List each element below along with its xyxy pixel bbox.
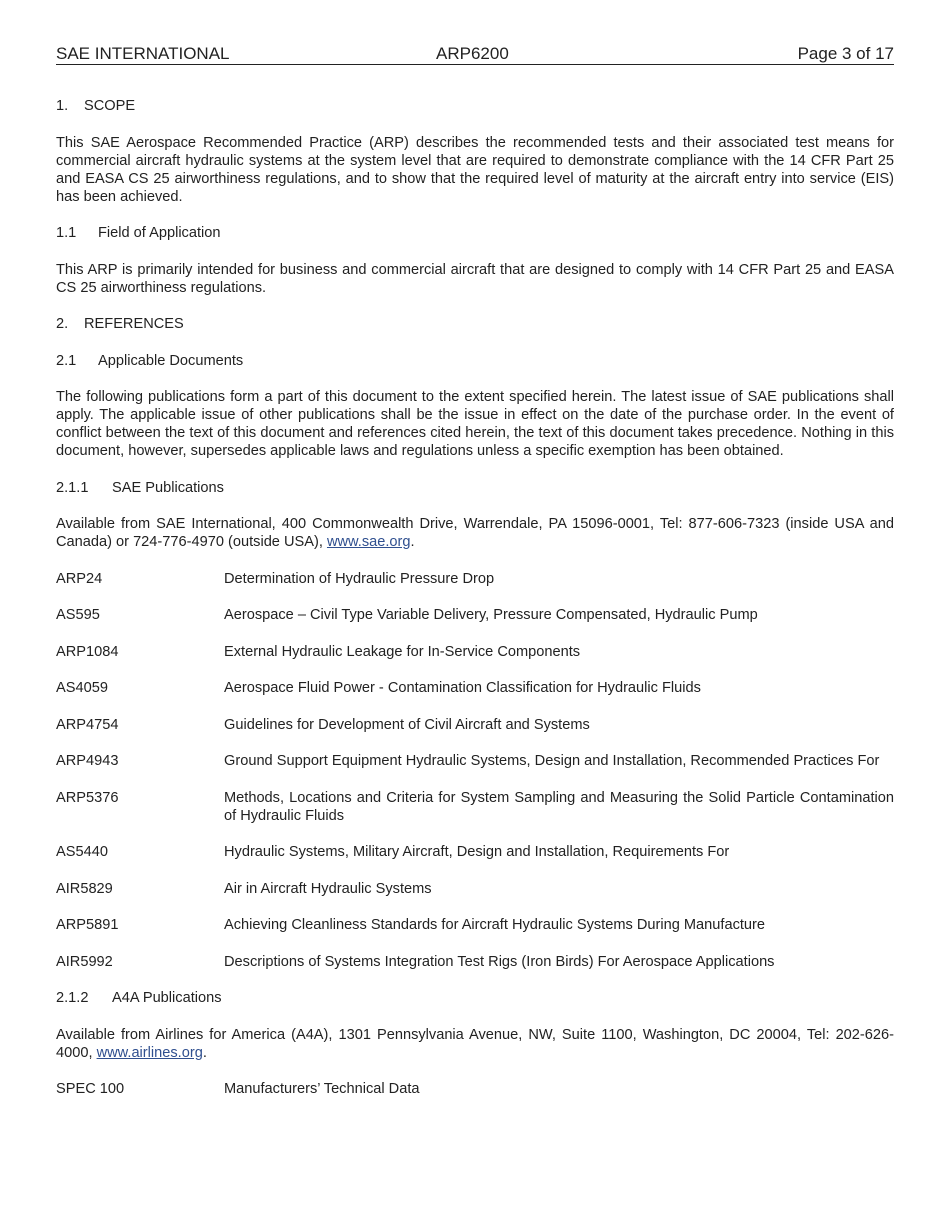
reference-title: Air in Aircraft Hydraulic Systems xyxy=(224,880,432,897)
reference-title: Aerospace Fluid Power - Contamination Classification for Hydraulic Fluids xyxy=(224,680,701,696)
reference-row xyxy=(56,916,894,934)
reference-row xyxy=(56,606,894,624)
reference-code: ARP5376 xyxy=(56,789,119,806)
reference-row xyxy=(56,1080,894,1098)
reference-title: Achieving Cleanliness Standards for Aircraft Hydraulic Systems During Manufacture xyxy=(224,917,766,933)
reference-code: ARP4754 xyxy=(56,716,119,733)
reference-row xyxy=(56,716,894,734)
header-page-number: Page 3 of 17 xyxy=(797,44,894,63)
section-title: Field of Application xyxy=(98,225,221,241)
reference-code: AS4059 xyxy=(56,680,108,696)
reference-title: Descriptions of Systems Integration Test Rigs (Iron Birds) For Aerospace Applications xyxy=(224,953,775,970)
reference-title: Determination of Hydraulic Pressure Drop xyxy=(224,570,495,587)
section-title: A4A Publications xyxy=(112,990,222,1006)
section-title: REFERENCES xyxy=(84,316,184,332)
section-heading-scope xyxy=(56,97,894,115)
section-number: 2.1 xyxy=(56,352,77,369)
reference-code: AS595 xyxy=(56,607,100,623)
reference-code: AIR5992 xyxy=(56,953,113,970)
reference-row xyxy=(56,953,894,971)
section-number: 1.1 xyxy=(56,225,77,241)
reference-row xyxy=(56,643,894,661)
sae-availability-text: Available from SAE International, 400 Commonwealth Drive, Warrendale, PA 15096-0001, Tel: 877-606-7323 (inside USA and Canada) or 724-776-4970 (outside USA), xyxy=(56,516,894,550)
sae-website-link[interactable]: www.sae.org xyxy=(326,534,411,550)
a4a-availability-paragraph: Available from Airlines for America (A4A), 1301 Pennsylvania Avenue, NW, Suite 1100, Washington, DC 20004, Tel: 202-626-4000, www.airlines.org. xyxy=(56,1026,894,1061)
a4a-reference-list xyxy=(56,1080,894,1098)
reference-title: Methods, Locations and Criteria for System Sampling and Measuring the Solid Particle Contamination of Hydraulic Fluids xyxy=(224,789,894,824)
section-heading-references xyxy=(56,315,894,333)
a4a-website-link[interactable]: www.airlines.org xyxy=(96,1044,203,1061)
reference-row xyxy=(56,679,894,697)
reference-title: Aerospace – Civil Type Variable Delivery, Pressure Compensated, Hydraulic Pump xyxy=(224,607,758,623)
header-org: SAE INTERNATIONAL xyxy=(56,44,230,63)
reference-row xyxy=(56,752,894,770)
section-title: SAE Publications xyxy=(112,479,224,496)
reference-row xyxy=(56,789,894,825)
reference-code: ARP1084 xyxy=(56,643,119,660)
field-of-application-paragraph: This ARP is primarily intended for business and commercial aircraft that are designed to comply with 14 CFR Part 25 and EASA CS 25 airworthiness regulations. xyxy=(56,261,894,296)
section-heading-field-of-application xyxy=(56,224,894,242)
reference-code: AIR5829 xyxy=(56,880,113,897)
reference-code: ARP4943 xyxy=(56,753,119,769)
reference-code: AS5440 xyxy=(56,844,108,860)
section-heading-a4a-publications xyxy=(56,989,894,1007)
sae-reference-list xyxy=(56,570,894,971)
reference-title: Guidelines for Development of Civil Aircraft and Systems xyxy=(224,716,590,733)
page-header xyxy=(56,44,894,65)
reference-row xyxy=(56,880,894,898)
reference-code: ARP5891 xyxy=(56,917,119,933)
reference-title: Ground Support Equipment Hydraulic Systems, Design and Installation, Recommended Practices For xyxy=(224,753,880,769)
reference-title: Manufacturers’ Technical Data xyxy=(224,1081,420,1097)
section-heading-applicable-documents xyxy=(56,352,894,370)
a4a-availability-text: Available from Airlines for America (A4A), 1301 Pennsylvania Avenue, NW, Suite 1100, Washington, DC 20004, Tel: 202-626-4000, xyxy=(56,1026,894,1061)
section-heading-sae-publications xyxy=(56,479,894,497)
section-number: 2.1.1 xyxy=(56,479,89,496)
reference-title: External Hydraulic Leakage for In-Service Components xyxy=(224,643,581,660)
reference-row xyxy=(56,843,894,861)
section-number: 2. xyxy=(56,316,69,332)
reference-row xyxy=(56,570,894,588)
applicable-documents-paragraph: The following publications form a part of this document to the extent specified herein. The latest issue of SAE publications shall apply. The applicable issue of other publications shall be the issue in effect on the date of the purchase order. In the event of conflict between the text of this document and references cited herein, the text of this document takes precedence. Nothing in this document, however, supersedes applicable laws and regulations unless a specific exemption has been obtained. xyxy=(56,389,894,459)
section-number: 2.1.2 xyxy=(56,990,89,1006)
reference-code: ARP24 xyxy=(56,570,103,587)
document-body xyxy=(56,97,894,1117)
section-number: 1. xyxy=(56,98,69,114)
section-title: SCOPE xyxy=(84,98,136,114)
scope-paragraph: This SAE Aerospace Recommended Practice (ARP) describes the recommended tests and their associated test means for commercial aircraft hydraulic systems at the system level that are required to demonstrate compliance with the 14 CFR Part 25 and EASA CS 25 airworthiness regulations, and to show that the required level of maturity at the aircraft entry into service (EIS) has been achieved. xyxy=(56,134,894,205)
reference-code: SPEC 100 xyxy=(56,1081,125,1097)
section-title: Applicable Documents xyxy=(98,352,244,369)
header-doc-id: ARP6200 xyxy=(436,44,509,63)
reference-title: Hydraulic Systems, Military Aircraft, Design and Installation, Requirements For xyxy=(224,844,730,860)
sae-availability-paragraph: Available from SAE International, 400 Commonwealth Drive, Warrendale, PA 15096-0001, Tel: 877-606-7323 (inside USA and Canada) or 724-776-4970 (outside USA), www.sae.org. xyxy=(56,516,894,550)
